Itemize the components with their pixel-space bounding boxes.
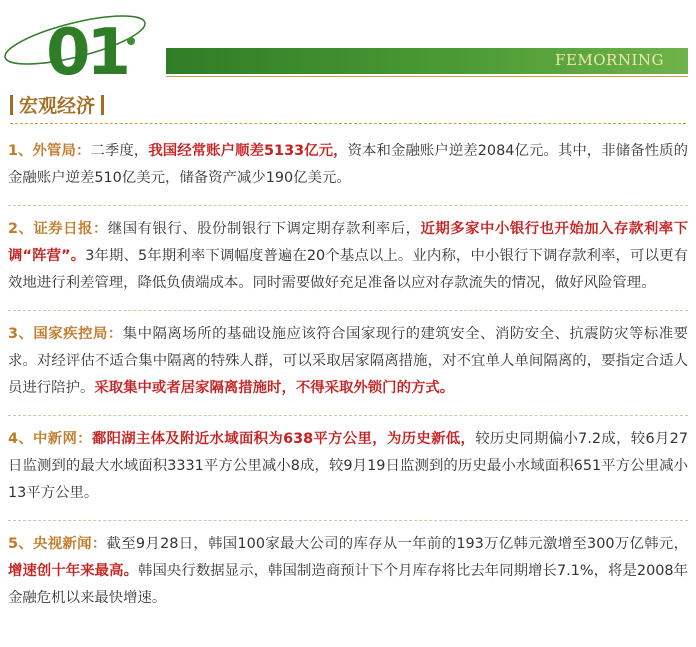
news-text: 资本和金融账户逆差2084亿元。其中，非储备性质的金融账户逆差510亿美元，储备资产减少190亿美元。 <box>8 143 689 186</box>
news-text: 较历史同期偏小7.2成，较6月27日监测到的最大水域面积3331平方公里减小8成，较9月19日监测到的历史最小水域面积651平方公里减小13平方公里。 <box>8 431 688 501</box>
section-divider <box>10 123 686 124</box>
item-divider <box>8 415 688 416</box>
news-item-5 <box>8 531 688 612</box>
news-item-3 <box>8 321 688 402</box>
news-source: 1、外管局： <box>8 143 91 159</box>
news-highlight: 鄱阳湖主体及附近水域面积为638平方公里，为历史新低， <box>91 431 476 447</box>
logo-orbit-icon <box>0 0 170 82</box>
news-highlight: 近期多家中小银行也开始加入存款利率下调“阵营”。 <box>8 221 688 264</box>
section-title <box>10 94 104 118</box>
section-title-text: 宏观经济 <box>19 95 96 117</box>
news-list <box>8 138 688 625</box>
news-text: 继国有银行、股份制银行下调定期存款利率后， <box>107 221 421 237</box>
news-highlight: 采取集中或者居家隔离措施时，不得采取外锁门的方式。 <box>94 380 455 396</box>
title-bar-right <box>101 95 104 115</box>
news-source: 3、国家疾控局： <box>8 326 123 342</box>
news-item-2 <box>8 216 688 297</box>
news-text: 二季度， <box>90 143 149 159</box>
news-source: 2、证券日报： <box>8 221 108 237</box>
news-text: 3年期、5年期利率下调幅度普遍在20个基点以上。业内称，中小银行下调存款利率，可以更有效地进行利差管理，降低负债端成本。同时需要做好充足准备以应对存款流失的情况，做好风险管理。 <box>8 248 688 291</box>
brand-name: FEMORNING <box>555 51 664 69</box>
title-bar-left <box>10 95 13 115</box>
news-source: 5、央视新闻： <box>8 536 107 552</box>
item-divider <box>8 310 688 311</box>
news-text: 截至9月28日，韩国100家最大公司的库存从一年前的193万亿韩元激增至300万亿韩元， <box>106 536 689 552</box>
item-divider <box>8 520 688 521</box>
item-divider <box>8 205 688 206</box>
header-rule <box>166 76 688 77</box>
news-highlight: 我国经常账户顺差5133亿元， <box>148 143 348 159</box>
brand-banner <box>166 48 688 74</box>
news-source: 4、中新网： <box>8 431 92 447</box>
news-item-1 <box>8 138 688 192</box>
header-banner <box>0 0 696 82</box>
logo-number: 01 <box>46 16 128 82</box>
news-item-4 <box>8 426 688 507</box>
news-highlight: 增速创十年来最高。 <box>8 563 139 579</box>
news-text: 韩国央行数据显示，韩国制造商预计下个月库存将比去年同期增长7.1%，将是2008年金融危机以来最快增速。 <box>8 563 688 606</box>
news-text: 集中隔离场所的基础设施应该符合国家现行的建筑安全、消防安全、抗震防灾等标准要求。对经评估不适合集中隔离的特殊人群，可以采取居家隔离措施，对不宜单人单间隔离的，要指定合适人员进行陪护。 <box>8 326 688 396</box>
